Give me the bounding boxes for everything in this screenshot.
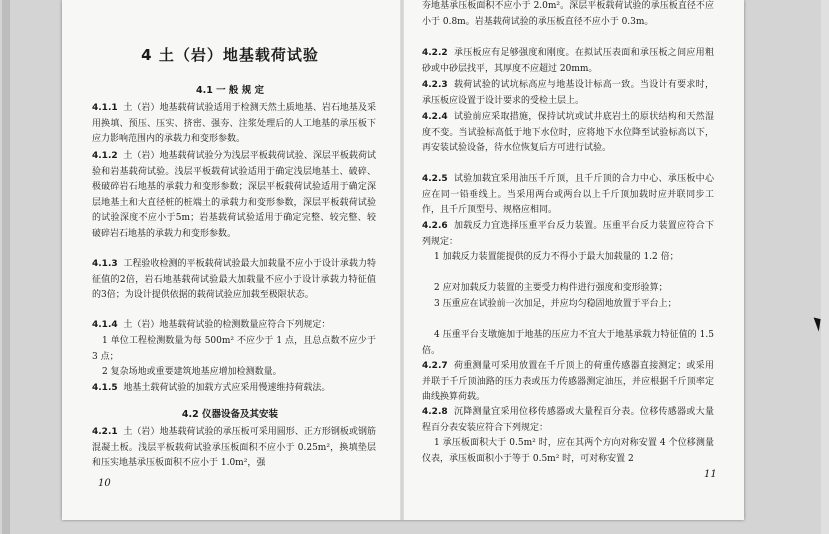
clause-text: 试验加载宜采用油压千斤顶，且千斤顶的合力中心、承压板中心应在同一铅垂线上。当采用两台或两台以上千斤顶加载时应并联同步工作，且千斤顶型号、规格应相同。 bbox=[422, 174, 714, 216]
clause-number: 4.2.3 bbox=[422, 80, 448, 90]
clause-number: 4.2.5 bbox=[422, 174, 448, 184]
clause-number: 4.1.3 bbox=[92, 259, 118, 269]
paragraph-4-2-3 bbox=[422, 78, 714, 109]
clause-number: 4.2.4 bbox=[422, 112, 448, 122]
list-item-4-2-6-3: 3 压重应在试验前一次加足，并应均匀稳固地放置于平台上； bbox=[434, 299, 677, 309]
list-item-4-2-6-2: 2 应对加载反力装置的主要受力构件进行强度和变形验算； bbox=[434, 283, 668, 293]
clause-text: 地基土载荷试验的加载方式应采用慢速维持荷载法。 bbox=[123, 383, 331, 393]
clause-number: 4.2.8 bbox=[422, 407, 448, 417]
paragraph-4-1-1 bbox=[92, 101, 376, 148]
clause-number: 4.2.2 bbox=[422, 48, 448, 58]
clause-number: 4.1.1 bbox=[92, 103, 118, 113]
page-gutter bbox=[400, 0, 404, 520]
paragraph-4-1-3 bbox=[92, 257, 376, 304]
clause-text: 加载反力宜选择压重平台反力装置。压重平台反力装置应符合下列规定： bbox=[422, 221, 714, 247]
clause-number: 4.1.2 bbox=[92, 151, 118, 161]
paragraph-4-2-8 bbox=[422, 405, 714, 436]
section-heading-4-1: 4.1 一 般 规 定 bbox=[195, 85, 265, 96]
list-item-4-2-8-1: 1 承压板面积大于 0.5m² 时，应在其两个方向对称安置 4 个位移测量仪表，承压板面积小于等于 0.5m² 时，可对称安置 2 bbox=[422, 438, 714, 464]
list-item-4-1-4-2: 2 复杂场地或重要建筑地基应增加检测数量。 bbox=[102, 367, 282, 377]
clause-text: 土（岩）地基载荷试验的承压板可采用圆形、正方形钢板或钢筋混凝土板。浅层平板载荷试验承压板面积不应小于 0.25m²，换填垫层和压实地基承压板面积不应小于 1.0m²，强 bbox=[92, 427, 376, 469]
left-scroll-edge bbox=[2, 0, 10, 534]
chapter-title: 4 土（岩）地基载荷试验 bbox=[141, 46, 319, 64]
paragraph-4-2-6 bbox=[422, 219, 714, 250]
page-number-right: 11 bbox=[704, 469, 717, 480]
clause-text: 沉降测量宜采用位移传感器或大量程百分表。位移传感器或大量程百分表安装应符合下列规定： bbox=[422, 407, 714, 433]
clause-number: 4.2.6 bbox=[422, 221, 448, 231]
paragraph-4-2-1-continued: 夯地基承压板面积不应小于 2.0m²。深层平板载荷试验的承压板直径不应小于 0.8m。岩基载荷试验的承压板直径不应小于 0.3m。 bbox=[422, 1, 714, 27]
list-item-4-2-6-4: 4 压重平台支墩施加于地基的压应力不宜大于地基承载力特征值的 1.5 倍。 bbox=[422, 330, 714, 356]
paragraph-4-2-1 bbox=[92, 425, 376, 472]
paragraph-4-1-4 bbox=[92, 318, 376, 334]
clause-number: 4.1.5 bbox=[92, 383, 118, 393]
clause-text: 载荷试验的试坑标高应与地基设计标高一致。当设计有要求时，承压板应设置于设计要求的受检土层上。 bbox=[422, 80, 714, 106]
clause-text: 试验前应采取措施，保持试坑或试井底岩土的原状结构和天然湿度不变。当试验标高低于地下水位时，应将地下水位降至试验标高以下，再安装试验设备，待水位恢复后方可进行试验。 bbox=[422, 112, 714, 154]
paragraph-4-2-5 bbox=[422, 172, 714, 219]
clause-text: 土（岩）地基载荷试验分为浅层平板载荷试验、深层平板载荷试验和岩基载荷试验。浅层平板载荷试验适用于确定浅层地基土、破碎、极破碎岩石地基的承载力和变形参数；深层平板载荷试验适用于确定深层地基土和大直径桩的桩端土的承载力和变形参数，深层平板载荷试验的试验深度不应小于5m；岩基载荷试验适用于确定完整、较完整、较破碎岩石地基的承载力和变形参数。 bbox=[92, 151, 376, 239]
clause-text: 承压板应有足够强度和刚度。在拟试压表面和承压板之间应用粗砂或中砂层找平，其厚度不应超过 20mm。 bbox=[422, 48, 714, 74]
clause-text: 荷重测量可采用放置在千斤顶上的荷重传感器直接测定；或采用并联于千斤顶油路的压力表或压力传感器测定油压，并应根据千斤顶率定曲线换算荷载。 bbox=[422, 361, 714, 403]
right-page bbox=[408, 0, 744, 520]
left-page bbox=[62, 0, 398, 520]
page-spread bbox=[62, 0, 744, 520]
clause-number: 4.1.4 bbox=[92, 320, 118, 330]
page-number-left: 10 bbox=[98, 478, 111, 489]
list-item-4-1-4-1: 1 单位工程检测数量为每 500m² 不应少于 1 点，且总点数不应少于 3 点； bbox=[92, 336, 376, 362]
clause-number: 4.2.7 bbox=[422, 361, 448, 371]
paragraph-4-1-2 bbox=[92, 149, 376, 243]
clause-text: 土（岩）地基载荷试验适用于检测天然土质地基、岩石地基及采用换填、预压、压实、挤密、强夯、注浆处理后的人工地基的承压板下应力影响范围内的承载力和变形参数。 bbox=[92, 103, 376, 145]
vertical-scrollbar[interactable] bbox=[821, 0, 829, 534]
clause-number: 4.2.1 bbox=[92, 427, 118, 437]
paragraph-4-1-5 bbox=[92, 381, 376, 397]
paragraph-4-2-7 bbox=[422, 359, 714, 406]
paragraph-4-2-2 bbox=[422, 46, 714, 77]
clause-text: 土（岩）地基载荷试验的检测数量应符合下列规定： bbox=[123, 320, 331, 330]
clause-text: 工程验收检测的平板载荷试验最大加载量不应小于设计承载力特征值的2倍，岩石地基载荷试验最大加载量不应小于设计承载力特征值的3倍；为设计提供依据的载荷试验应加载至极限状态。 bbox=[92, 259, 376, 301]
list-item-4-2-6-1: 1 加载反力装置能提供的反力不得小于最大加载量的 1.2 倍； bbox=[434, 252, 679, 262]
section-heading-4-2: 4.2 仪器设备及其安装 bbox=[181, 409, 279, 420]
paragraph-4-2-4 bbox=[422, 110, 714, 157]
